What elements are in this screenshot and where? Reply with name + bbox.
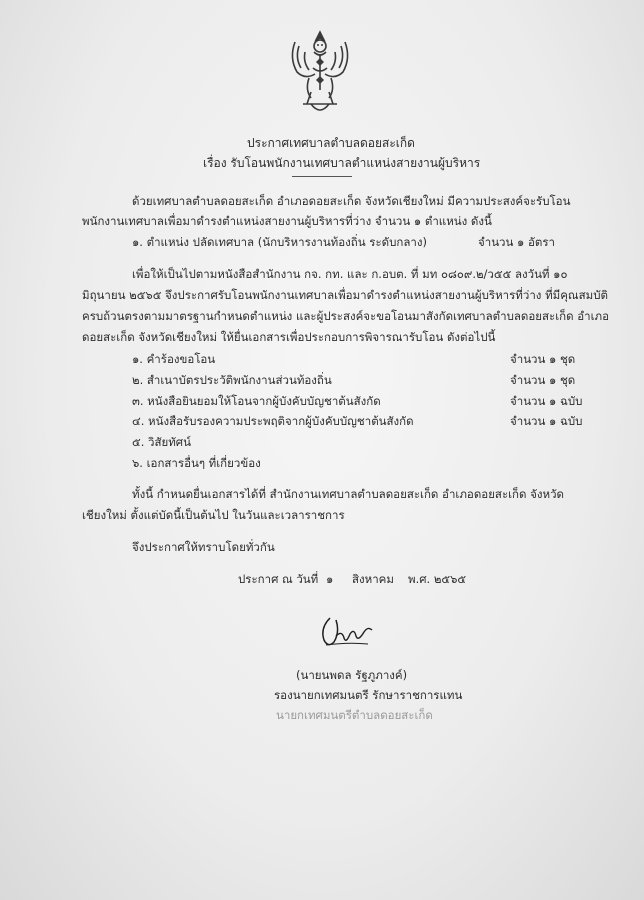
position-item: ๑. ตำแหน่ง ปลัดเทศบาล (นักบริหารงานท้องถิ่น ระดับกลาง) xyxy=(132,235,427,249)
closing-line-2: เชียงใหม่ ตั้งแต่บัดนี้เป็นต้นไป ในวันและเวลาราชการ xyxy=(82,508,345,522)
document-item: ๕. วิสัยทัศน์ xyxy=(132,435,191,449)
document-item: ๑. คำร้องขอโอน xyxy=(132,352,216,366)
dateline-prefix: ประกาศ ณ วันที่ xyxy=(238,572,319,586)
intro-line-1: ด้วยเทศบาลตำบลดอยสะเก็ด อำเภอดอยสะเก็ด จังหวัดเชียงใหม่ มีความประสงค์จะรับโอน xyxy=(132,194,571,208)
announcement-title: ประกาศเทศบาลตำบลดอยสะเก็ด xyxy=(247,136,415,150)
document-count: จำนวน ๑ ชุด xyxy=(510,352,576,366)
position-count: จำนวน ๑ อัตรา xyxy=(478,235,555,249)
document-item: ๒. สำเนาบัตรประวัติพนักงานส่วนท้องถิ่น xyxy=(132,373,332,387)
dateline-day: ๑ xyxy=(326,572,334,586)
document-count: จำนวน ๑ ฉบับ xyxy=(510,394,583,408)
document-item: ๔. หนังสือรับรองความประพฤติจากผู้บังคับบัญชาต้นสังกัด xyxy=(132,414,414,428)
garuda-emblem-icon xyxy=(285,28,355,120)
document-count: จำนวน ๑ ฉบับ xyxy=(510,414,583,428)
document-count: จำนวน ๑ ชุด xyxy=(510,373,576,387)
signatory-title: รองนายกเทศมนตรี รักษาราชการแทน xyxy=(274,688,463,702)
dateline-month: สิงหาคม xyxy=(352,572,394,586)
signatory-title-2: นายกเทศมนตรีตำบลดอยสะเก็ด xyxy=(276,708,433,722)
document-item: ๓. หนังสือยินยอมให้โอนจากผู้บังคับบัญชาต้นสังกัด xyxy=(132,394,381,408)
body-line-1: เพื่อให้เป็นไปตามหนังสือสำนักงาน กจ. กท. และ ก.อบต. ที่ มท ๐๘๐๙.๒/ว๕๕ ลงวันที่ ๑๐ xyxy=(132,267,568,281)
closing-line-1: ทั้งนี้ กำหนดยื่นเอกสารได้ที่ สำนักงานเทศบาลตำบลดอยสะเก็ด อำเภอดอยสะเก็ด จังหวัด xyxy=(132,487,565,501)
body-line-2: มิถุนายน ๒๕๖๕ จึงประกาศรับโอนพนักงานเทศบาลเพื่อมาดำรงตำแหน่งสายงานผู้บริหารที่ว่าง ที่มีคุณสมบัติ xyxy=(82,288,608,302)
dateline-year: พ.ศ. ๒๕๖๕ xyxy=(408,572,467,586)
signatory-name: (นายนพดล รัฐภูภางค์) xyxy=(296,668,408,682)
closing-announce: จึงประกาศให้ทราบโดยทั่วกัน xyxy=(132,540,275,554)
body-line-4: ดอยสะเก็ด จังหวัดเชียงใหม่ ให้ยื่นเอกสารเพื่อประกอบการพิจารณารับโอน ดังต่อไปนี้ xyxy=(82,330,496,344)
announcement-subject: เรื่อง รับโอนพนักงานเทศบาลตำแหน่งสายงานผู้บริหาร xyxy=(203,156,481,170)
handwritten-signature xyxy=(318,612,376,650)
document-item: ๖. เอกสารอื่นๆ ที่เกี่ยวข้อง xyxy=(132,456,261,470)
intro-line-2: พนักงานเทศบาลเพื่อมาดำรงตำแหน่งสายงานผู้บริหารที่ว่าง จำนวน ๑ ตำแหน่ง ดังนี้ xyxy=(82,214,492,228)
header-divider xyxy=(292,176,352,177)
body-line-3: ครบถ้วนตรงตามมาตรฐานกำหนดตำแหน่ง และผู้ประสงค์จะขอโอนมาสังกัดเทศบาลตำบลดอยสะเก็ด อำเภอ xyxy=(82,309,610,323)
